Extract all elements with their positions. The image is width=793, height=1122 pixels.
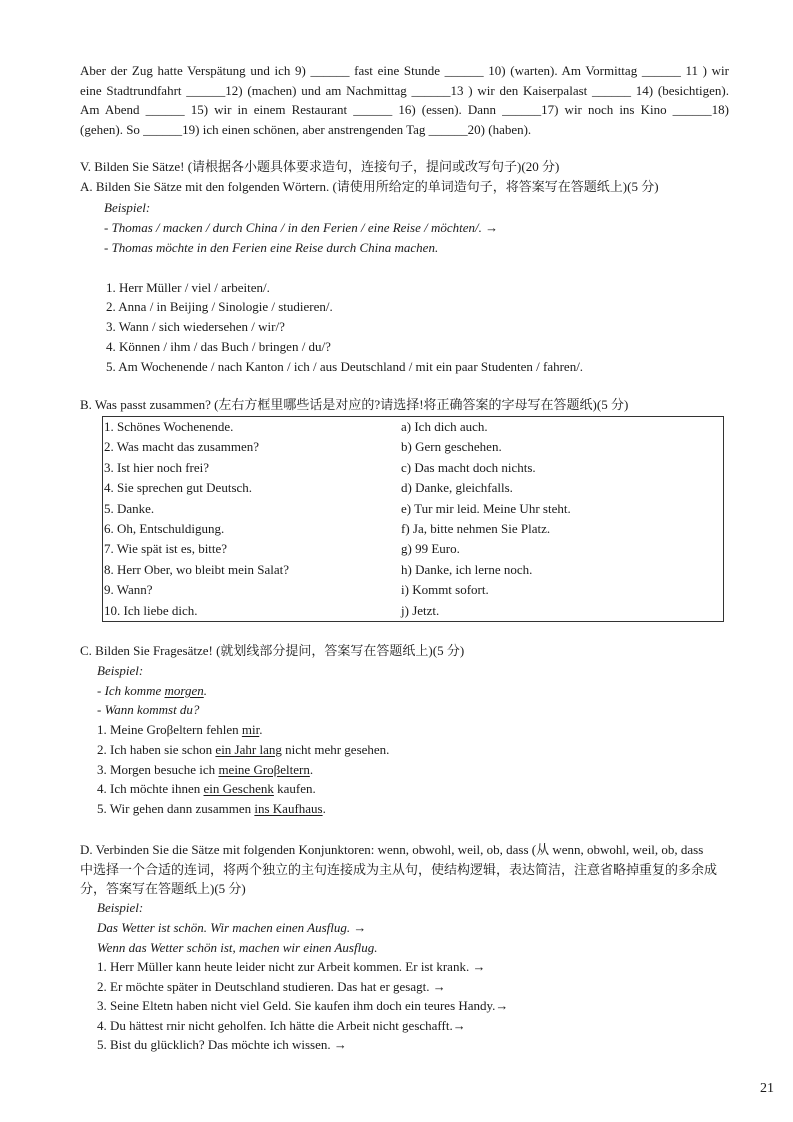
underlined-part: ein Jahr lang	[215, 741, 282, 757]
left-cell: 10. Ich liebe dich.	[104, 602, 198, 618]
matching-table	[102, 416, 724, 622]
left-cell: 6. Oh, Entschuldigung.	[104, 521, 225, 536]
text: 4. Ich möchte ihnen	[97, 781, 204, 797]
paragraph-line: eine Stadtrundfahrt ______12) (machen) und am Nachmittag ______13 ) wir den Kaiserpalast ______ 14) (besichtigen).	[80, 83, 729, 98]
left-cell: 3. Ist hier noch frei?	[104, 459, 210, 475]
exercise-item: 2. Er möchte später in Deutschland studieren. Das hat er gesagt. →	[97, 979, 446, 994]
underlined-part: ins Kaufhaus	[254, 801, 323, 817]
left-cell: 2. Was macht das zusammen?	[104, 439, 260, 455]
text: .	[322, 801, 326, 817]
exercise-item: 4. Du hättest rnir nicht geholfen. Ich hätte die Arbeit nicht geschafft.→	[97, 1018, 466, 1033]
part-a-title: A. Bilden Sie Sätze mit den folgenden Wörtern. (请使用所给定的单词造句子，将答案写在答题纸上)(5 分)	[80, 179, 659, 194]
paragraph-line: Am Abend ______ 15) wir in einem Restaurant ______ 16) (essen). Dann ______17) wir noch ins Kino ______18)	[80, 102, 729, 117]
example-label: Beispiel:	[97, 900, 144, 915]
exercise-item	[97, 721, 262, 739]
part-d-title: 分，答案写在答题纸上)(5 分)	[80, 881, 246, 896]
table-row	[103, 580, 723, 600]
exercise-item: 5. Am Wochenende / nach Kanton / ich / aus Deutschland / mit ein paar Studenten / fahren/.	[106, 359, 584, 374]
table-row	[103, 519, 723, 539]
example-line: - Thomas / macken / durch China / in den Ferien / eine Reise / möchten/. →	[104, 220, 499, 235]
section-v-title: V. Bilden Sie Sätze! (请根据各小题具体要求造句，连接句子，提问或改写句子)(20 分)	[80, 159, 560, 174]
right-cell: a) Ich dich auch.	[401, 419, 488, 434]
table-row	[103, 601, 723, 621]
text: .	[309, 761, 314, 777]
right-cell: i) Kommt sofort.	[401, 582, 489, 598]
text: 2. Ich haben sie schon	[97, 741, 216, 757]
right-cell: j) Jetzt.	[401, 602, 440, 618]
example-label: Beispiel:	[97, 663, 144, 678]
exercise-item	[97, 741, 389, 759]
exercise-item	[97, 780, 316, 798]
left-cell: 4. Sie sprechen gut Deutsch.	[104, 480, 253, 496]
table-row	[103, 560, 723, 580]
paragraph-line: Aber der Zug hatte Verspätung und ich 9) ______ fast eine Stunde ______ 10) (warten). Am Vormittag ______ 11 ) wir	[80, 63, 729, 78]
table-row	[103, 437, 723, 457]
part-c-title: C. Bilden Sie Fragesätze! (就划线部分提问，答案写在答题纸上)(5 分)	[80, 643, 465, 658]
exercise-item: 3. Wann / sich wiedersehen / wir/?	[106, 319, 285, 334]
page-number: 21	[760, 1081, 774, 1096]
text: kaufen.	[273, 781, 316, 797]
right-cell: b) Gern geschehen.	[401, 439, 502, 455]
exercise-item: 5. Bist du glücklich? Das möchte ich wissen. →	[97, 1037, 347, 1052]
part-d-title: 中选择一个合适的连词，将两个独立的主句连接成为主从句，使结构逻辑，表达简洁，注意省略掉重复的多余成	[80, 862, 718, 877]
underlined-part: ein Geschenk	[203, 781, 274, 797]
right-cell: e) Tur mir leid. Meine Uhr steht.	[401, 500, 571, 516]
underlined-part: morgen	[164, 683, 204, 698]
example-line: Wenn das Wetter schön ist, machen wir einen Ausflug.	[97, 940, 378, 955]
underlined-part: meine Groβeltern	[218, 761, 310, 777]
text: 1. Meine Groβeltern fehlen	[97, 722, 242, 737]
table-row	[103, 478, 723, 498]
exercise-item: 2. Anna / in Beijing / Sinologie / studieren/.	[106, 299, 333, 314]
exercise-item: 1. Herr Müller kann heute leider nicht zur Arbeit kommen. Er ist krank. →	[97, 959, 486, 974]
example-answer: - Wann kommst du?	[97, 702, 200, 717]
table-row	[103, 417, 723, 437]
table-row	[103, 499, 723, 519]
text: 5. Wir gehen dann zusammen	[97, 801, 255, 817]
left-cell: 8. Herr Ober, wo bleibt mein Salat?	[104, 561, 290, 577]
exercise-item: 3. Seine Eltetn haben nicht viel Geld. Sie kaufen ihm doch ein teures Handy.→	[97, 998, 509, 1013]
right-cell: c) Das macht doch nichts.	[401, 459, 536, 475]
example-line: Das Wetter ist schön. Wir machen einen Ausflug. →	[97, 920, 367, 935]
part-d-title: D. Verbinden Sie die Sätze mit folgenden Konjunktoren: wenn, obwohl, weil, ob, dass (从 wenn, obwohl, weil, ob, dass	[80, 842, 704, 857]
text: - Ich komme	[97, 683, 165, 698]
text: .	[259, 722, 263, 737]
left-cell: 9. Wann?	[104, 582, 153, 598]
table-row	[103, 539, 723, 559]
text: .	[203, 683, 207, 698]
left-cell: 1. Schönes Wochenende.	[104, 419, 234, 434]
example-question	[97, 682, 207, 700]
exercise-item: 1. Herr Müller / viel / arbeiten/.	[106, 280, 270, 295]
right-cell: f) Ja, bitte nehmen Sie Platz.	[401, 521, 551, 536]
table-row	[103, 458, 723, 478]
underlined-part: mir	[241, 722, 260, 737]
text: 3. Morgen besuche ich	[97, 761, 219, 777]
example-label: Beispiel:	[104, 200, 151, 215]
right-cell: h) Danke, ich lerne noch.	[401, 561, 533, 577]
right-cell: g) 99 Euro.	[401, 541, 460, 557]
exercise-item	[97, 761, 313, 779]
part-b-title: B. Was passt zusammen? (左右方框里哪些话是对应的?请选择!将正确答案的字母写在答题纸)(5 分)	[80, 397, 629, 412]
text: nicht mehr gesehen.	[281, 741, 390, 757]
exercise-item	[97, 800, 326, 818]
paragraph-line: (gehen). So ______19) ich einen schönen, aber anstrengenden Tag ______20) (haben).	[80, 122, 532, 137]
left-cell: 7. Wie spät ist es, bitte?	[104, 541, 228, 557]
right-cell: d) Danke, gleichfalls.	[401, 480, 513, 496]
example-line: - Thomas möchte in den Ferien eine Reise durch China machen.	[104, 240, 439, 255]
exercise-item: 4. Können / ihm / das Buch / bringen / du/?	[106, 339, 331, 354]
left-cell: 5. Danke.	[104, 500, 155, 516]
